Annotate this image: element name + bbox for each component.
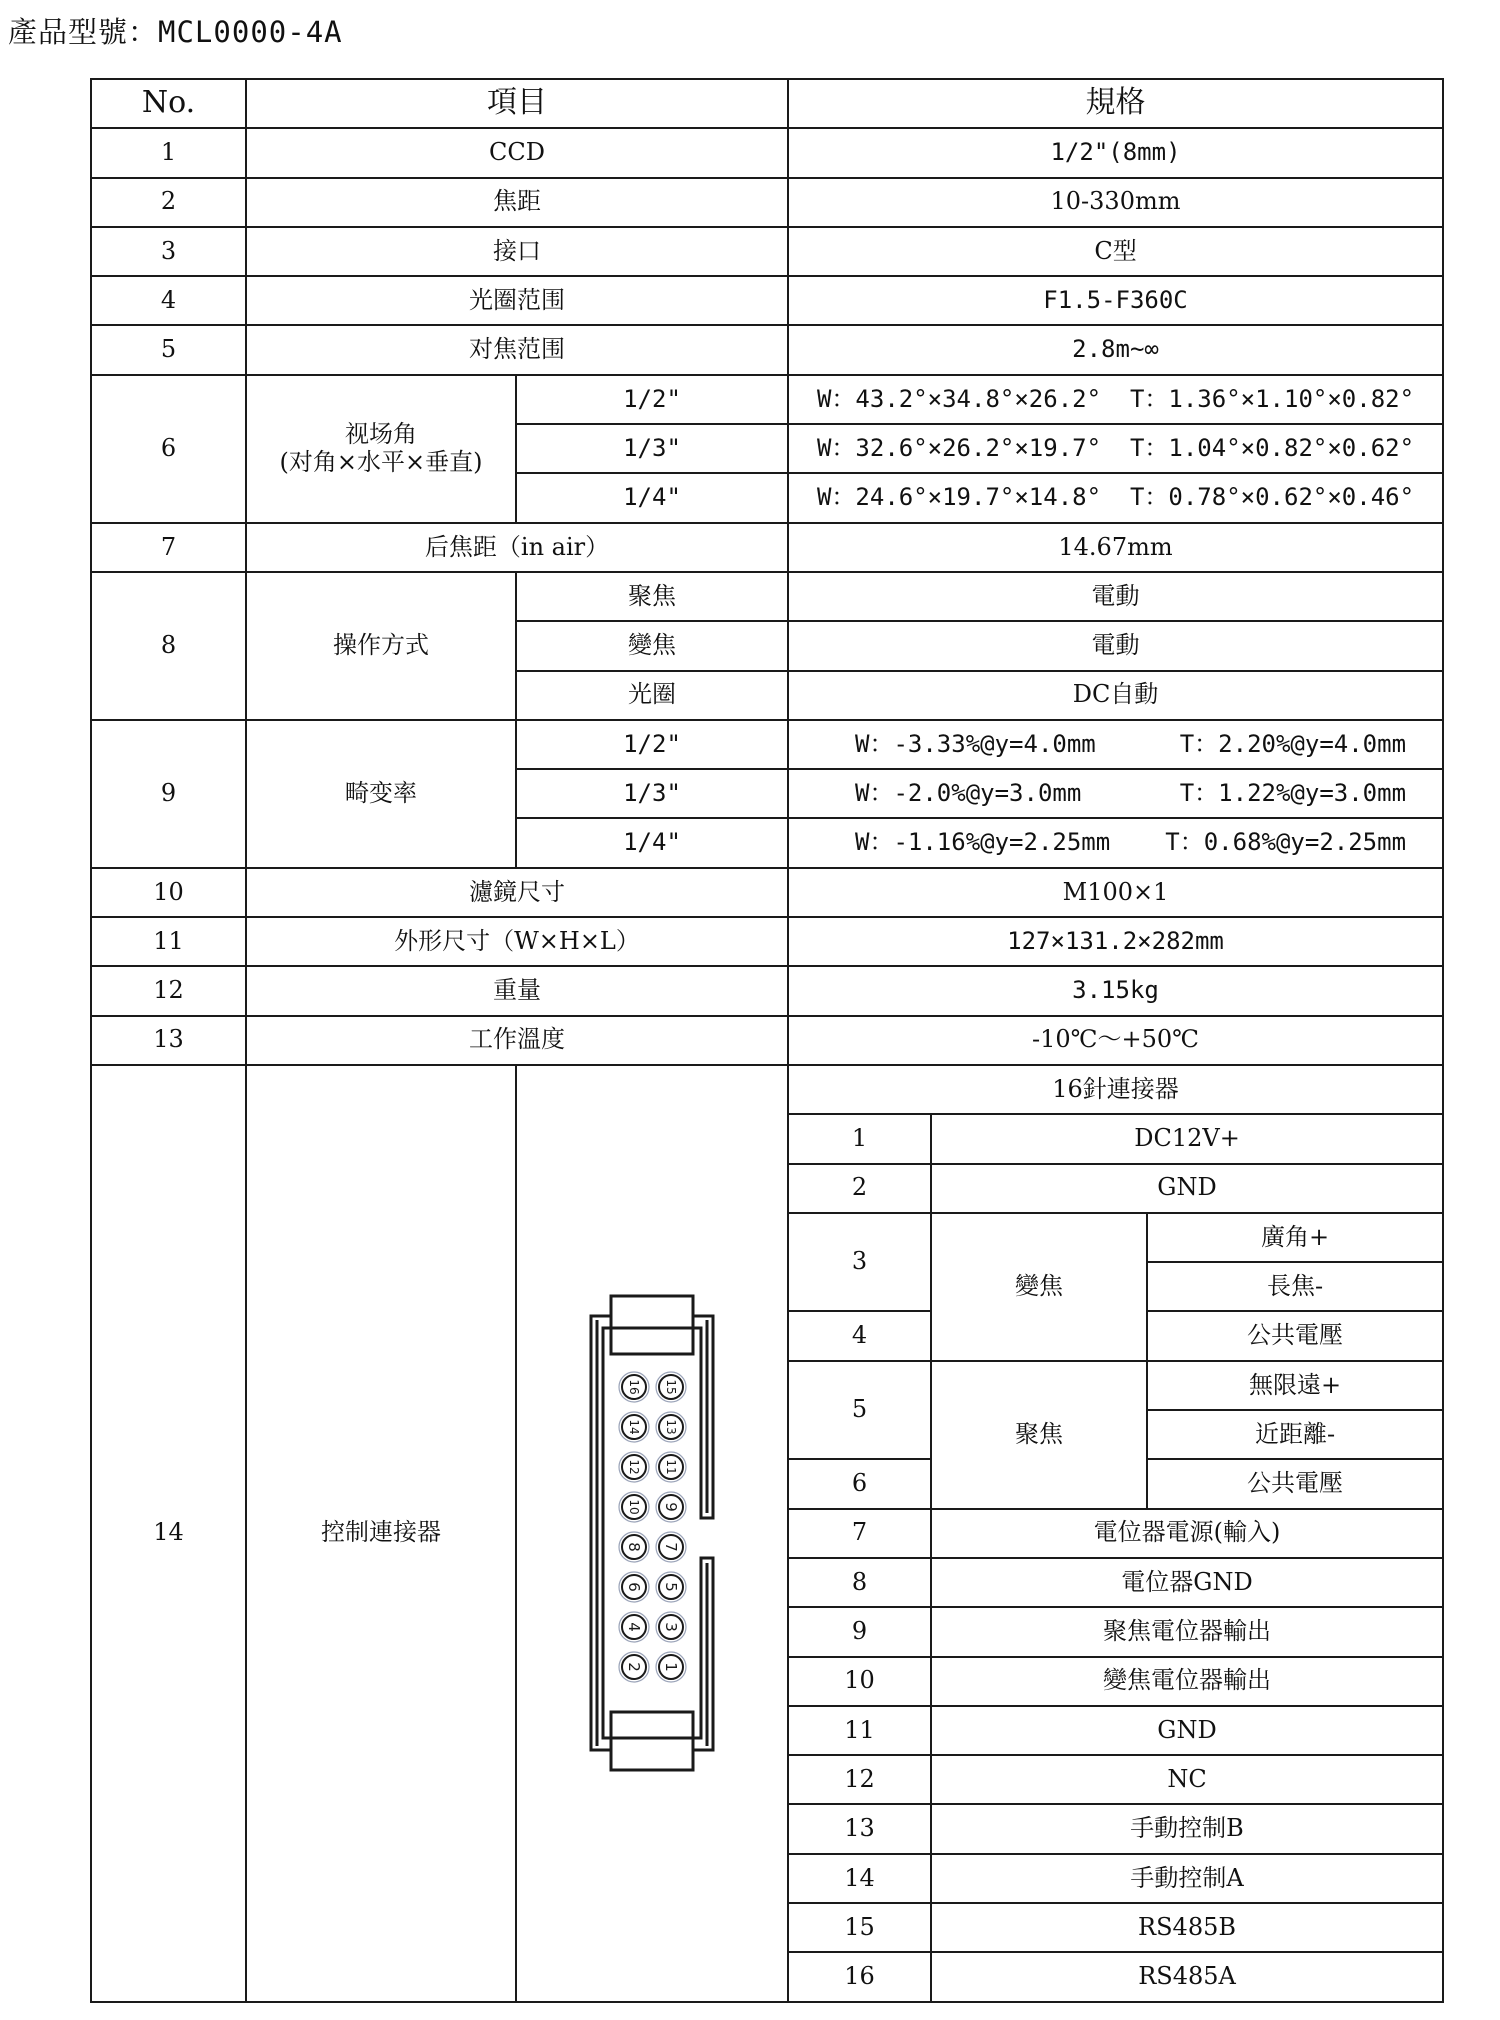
- connector-pins-left: [619, 1372, 649, 1682]
- pin-number: 1: [788, 1114, 931, 1163]
- row-spec: 14.67mm: [788, 523, 1443, 572]
- pin-function: 廣角+: [1147, 1213, 1443, 1262]
- pin-function: GND: [931, 1164, 1443, 1213]
- operation-type: 變焦: [516, 621, 788, 670]
- row-no: 9: [91, 720, 246, 868]
- row-spec: 127×131.2×282mm: [788, 917, 1443, 966]
- table-row: [91, 276, 1443, 325]
- col-item-header: 項目: [246, 79, 788, 128]
- connector-pin-10: [619, 1492, 649, 1522]
- distortion-tele: T：2.20%@y=4.0mm: [1179, 729, 1407, 758]
- row-no: 10: [91, 868, 246, 917]
- row-item: 操作方式: [246, 572, 516, 720]
- row-no: 5: [91, 325, 246, 374]
- pin-function: DC12V+: [931, 1114, 1443, 1163]
- table-row: [91, 227, 1443, 276]
- product-model-title: [8, 10, 343, 51]
- connector-pin-9: [656, 1492, 686, 1522]
- table-row: [91, 128, 1443, 177]
- row-spec: F1.5-F360C: [788, 276, 1443, 325]
- table-row: [91, 523, 1443, 572]
- pin-number: 2: [788, 1164, 931, 1213]
- operation-mode: 電動: [788, 572, 1443, 621]
- pin-number: 5: [788, 1361, 931, 1460]
- row-item: 接口: [246, 227, 788, 276]
- pin-number: 10: [788, 1657, 931, 1706]
- pin-label: 1: [662, 1662, 680, 1673]
- pin-number: 15: [788, 1903, 931, 1952]
- table-row: [91, 868, 1443, 917]
- product-model-value: MCL0000-4A: [158, 15, 343, 49]
- connector-pin-14: [619, 1412, 649, 1442]
- pin-function: 電位器電源(輸入): [931, 1509, 1443, 1558]
- pin-label: 13: [664, 1419, 678, 1435]
- fov-value: W：32.6°×26.2°×19.7° T：1.04°×0.82°×0.62°: [788, 424, 1443, 473]
- pin-function: RS485A: [931, 1952, 1443, 2001]
- pin-number: 12: [788, 1755, 931, 1804]
- connector-pin-1: [656, 1652, 686, 1682]
- row-no: 12: [91, 966, 246, 1015]
- pin-number: 9: [788, 1607, 931, 1656]
- pin-label: 15: [664, 1379, 678, 1395]
- connector-pin-4: [619, 1612, 649, 1642]
- connector-pin-6: [619, 1572, 649, 1602]
- fov-value: W：43.2°×34.8°×26.2° T：1.36°×1.10°×0.82°: [788, 375, 1443, 424]
- pin-group-focus: 聚焦: [931, 1361, 1147, 1509]
- table-row: [91, 375, 1443, 424]
- pin-number: 14: [788, 1854, 931, 1903]
- connector-pin-8: [619, 1532, 649, 1562]
- sensor-size: 1/4": [516, 473, 788, 522]
- connector-pin-5: [656, 1572, 686, 1602]
- pin-function: 手動控制A: [931, 1854, 1443, 1903]
- fov-value: W：24.6°×19.7°×14.8° T：0.78°×0.62°×0.46°: [788, 473, 1443, 522]
- pin-number: 4: [788, 1311, 931, 1360]
- row-spec: C型: [788, 227, 1443, 276]
- connector-pins-right: [656, 1372, 686, 1682]
- pin-number: 6: [788, 1459, 931, 1508]
- pin-function: 聚焦電位器輸出: [931, 1607, 1443, 1656]
- connector-diagram-cell: [516, 1065, 788, 2002]
- pin-function: 電位器GND: [931, 1558, 1443, 1607]
- row-no: 1: [91, 128, 246, 177]
- table-header-row: [91, 79, 1443, 128]
- row-item: 焦距: [246, 178, 788, 227]
- col-no-header: No.: [91, 79, 246, 128]
- pin-function: 公共電壓: [1147, 1311, 1443, 1360]
- connector-bottom-latch: [611, 1712, 693, 1770]
- pin-label: 6: [625, 1582, 643, 1593]
- row-item: 畸变率: [246, 720, 516, 868]
- connector-pin-12: [619, 1452, 649, 1482]
- operation-mode: DC自動: [788, 671, 1443, 720]
- pin-function: RS485B: [931, 1903, 1443, 1952]
- table-row: [91, 1016, 1443, 1065]
- fov-label: 视场角: [345, 420, 417, 449]
- product-model-label: 產品型號：: [8, 15, 159, 49]
- connector-top-latch: [611, 1296, 693, 1354]
- connector-pin-11: [656, 1452, 686, 1482]
- pin-function: 近距離-: [1147, 1410, 1443, 1459]
- connector-pin-3: [656, 1612, 686, 1642]
- row-item: CCD: [246, 128, 788, 177]
- table-row: [91, 572, 1443, 621]
- connector-title: 16針連接器: [788, 1065, 1443, 1114]
- pin-number: 8: [788, 1558, 931, 1607]
- connector-pin-13: [656, 1412, 686, 1442]
- row-item: 工作溫度: [246, 1016, 788, 1065]
- pin-number: 3: [788, 1213, 931, 1312]
- table-row: [91, 720, 1443, 769]
- sensor-size: 1/3": [516, 769, 788, 818]
- table-row: [91, 178, 1443, 227]
- distortion-value: [788, 818, 1443, 867]
- connector-pin-2: [619, 1652, 649, 1682]
- pin-label: 14: [627, 1419, 641, 1435]
- pin-number: 7: [788, 1509, 931, 1558]
- pin-label: 11: [664, 1459, 678, 1475]
- row-no: 6: [91, 375, 246, 523]
- distortion-wide: W：-1.16%@y=2.25mm: [855, 828, 1111, 857]
- row-no: 11: [91, 917, 246, 966]
- row-item: 控制連接器: [246, 1065, 516, 2002]
- pin-function: 公共電壓: [1147, 1459, 1443, 1508]
- row-spec: 1/2"(8mm): [788, 128, 1443, 177]
- pin-label: 2: [625, 1662, 643, 1673]
- connector-diagram: [587, 1288, 717, 1778]
- pin-label: 10: [627, 1499, 641, 1515]
- row-no: 14: [91, 1065, 246, 2002]
- pin-label: 16: [627, 1379, 641, 1395]
- pin-label: 12: [627, 1459, 641, 1475]
- sensor-size: 1/3": [516, 424, 788, 473]
- pin-group-zoom: 變焦: [931, 1213, 1147, 1361]
- pin-label: 5: [662, 1582, 680, 1593]
- operation-type: 聚焦: [516, 572, 788, 621]
- operation-mode: 電動: [788, 621, 1443, 670]
- row-item: 对焦范围: [246, 325, 788, 374]
- pin-label: 3: [662, 1622, 680, 1633]
- row-no: 13: [91, 1016, 246, 1065]
- row-spec: M100×1: [788, 868, 1443, 917]
- row-no: 4: [91, 276, 246, 325]
- table-row: [91, 325, 1443, 374]
- distortion-wide: W：-3.33%@y=4.0mm: [855, 729, 1096, 758]
- connector-pin-15: [656, 1372, 686, 1402]
- pin-function: 變焦電位器輸出: [931, 1657, 1443, 1706]
- pin-function: GND: [931, 1706, 1443, 1755]
- row-item: 光圈范围: [246, 276, 788, 325]
- row-no: 7: [91, 523, 246, 572]
- distortion-wide: W：-2.0%@y=3.0mm: [855, 779, 1082, 807]
- sensor-size: 1/4": [516, 818, 788, 867]
- pin-function: 手動控制B: [931, 1804, 1443, 1853]
- distortion-tele: T：0.68%@y=2.25mm: [1165, 828, 1407, 857]
- pin-label: 4: [625, 1622, 643, 1633]
- operation-type: 光圈: [516, 671, 788, 720]
- table-row: [91, 917, 1443, 966]
- row-item: 后焦距（in air）: [246, 523, 788, 572]
- sensor-size: 1/2": [516, 375, 788, 424]
- pin-function: 無限遠+: [1147, 1361, 1443, 1410]
- row-item: 濾鏡尺寸: [246, 868, 788, 917]
- spec-table: [90, 78, 1444, 2003]
- row-item: 重量: [246, 966, 788, 1015]
- row-no: 8: [91, 572, 246, 720]
- distortion-value: [788, 720, 1443, 769]
- connector-outer-body: [591, 1296, 713, 1770]
- row-item: [246, 375, 516, 523]
- pin-number: 16: [788, 1952, 931, 2001]
- row-spec: -10℃～+50℃: [788, 1016, 1443, 1065]
- pin-label: 8: [625, 1542, 643, 1553]
- table-row: [91, 966, 1443, 1015]
- pin-number: 11: [788, 1706, 931, 1755]
- row-spec: 2.8m~∞: [788, 325, 1443, 374]
- sensor-size: 1/2": [516, 720, 788, 769]
- connector-pin-16: [619, 1372, 649, 1402]
- connector-pin-7: [656, 1532, 686, 1562]
- distortion-tele: T：1.22%@y=3.0mm: [1179, 779, 1407, 807]
- table-row: [91, 1065, 1443, 1114]
- row-spec: 10-330mm: [788, 178, 1443, 227]
- row-spec: 3.15kg: [788, 966, 1443, 1015]
- distortion-value: [788, 769, 1443, 818]
- row-no: 2: [91, 178, 246, 227]
- row-no: 3: [91, 227, 246, 276]
- pin-function: 長焦-: [1147, 1262, 1443, 1311]
- fov-sublabel: (对角×水平×垂直): [279, 447, 483, 476]
- pin-label: 7: [662, 1542, 680, 1553]
- row-item: 外形尺寸（W×H×L）: [246, 917, 788, 966]
- pin-number: 13: [788, 1804, 931, 1853]
- col-spec-header: 規格: [788, 79, 1443, 128]
- pin-function: NC: [931, 1755, 1443, 1804]
- pin-label: 9: [662, 1502, 680, 1513]
